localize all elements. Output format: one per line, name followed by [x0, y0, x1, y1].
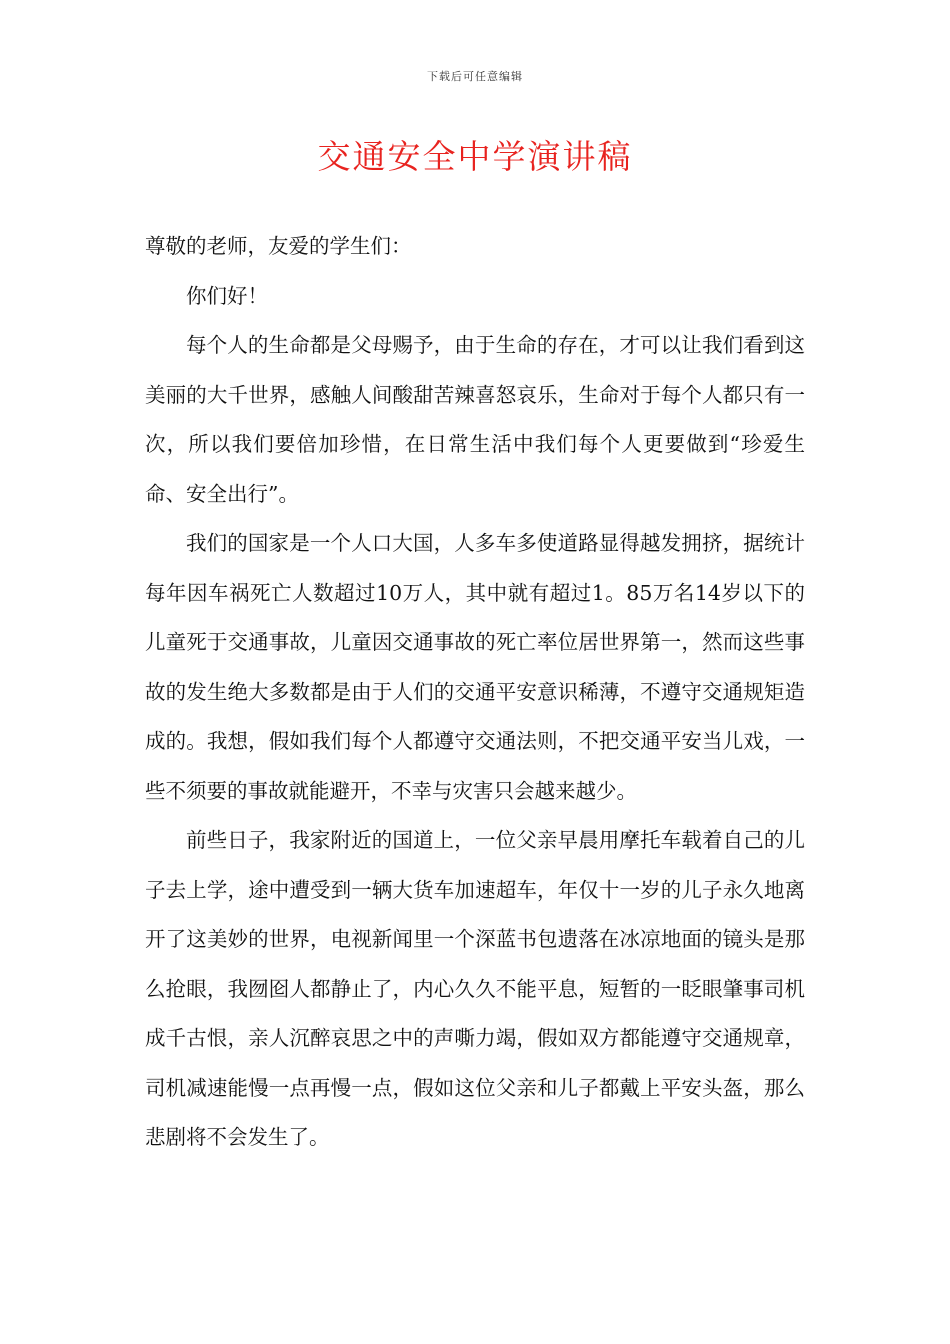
greeting: 你们好！: [186, 283, 268, 308]
document-title: 交通安全中学演讲稿: [317, 137, 633, 176]
document-body: [145, 222, 805, 1163]
paragraph: 我们的国家是一个人口大国，人多车多使道路显得越发拥挤，据统计每年因车祸死亡人数超过10万人，其中就有超过1。85万名14岁以下的儿童死于交通事故，儿童因交通事故的死亡率位居世界第一，然而这些事故的发生绝大多数都是由于人们的交通平安意识稀薄，不遵守交通规矩造成的。我想，假如我们每个人都遵守交通法则，不把交通平安当儿戏，一些不须要的事故就能避开，不幸与灾害只会越来越少。: [145, 531, 805, 803]
header-note: 下载后可任意编辑: [427, 70, 523, 83]
salutation: 尊敬的老师，友爱的学生们：: [145, 234, 412, 258]
paragraph: 前些日子，我家附近的国道上，一位父亲早晨用摩托车载着自己的儿子去上学，途中遭受到一辆大货车加速超车，年仅十一岁的儿子永久地离开了这美妙的世界，电视新闻里一个深蓝书包遗落在冰凉地面的镜头是那么抢眼，我囫囵人都静止了，内心久久不能平息，短暂的一眨眼肇事司机成千古恨，亲人沉醉哀思之中的声嘶力竭，假如双方都能遵守交通规章，司机减速能慢一点再慢一点，假如这位父亲和儿子都戴上平安头盔，那么悲剧将不会发生了。: [145, 828, 805, 1149]
paragraph: 每个人的生命都是父母赐予，由于生命的存在，才可以让我们看到这美丽的大千世界，感触人间酸甜苦辣喜怒哀乐，生命对于每个人都只有一次，所以我们要倍加珍惜，在日常生活中我们每个人更要做到“珍爱生命、安全出行”。: [145, 333, 805, 506]
